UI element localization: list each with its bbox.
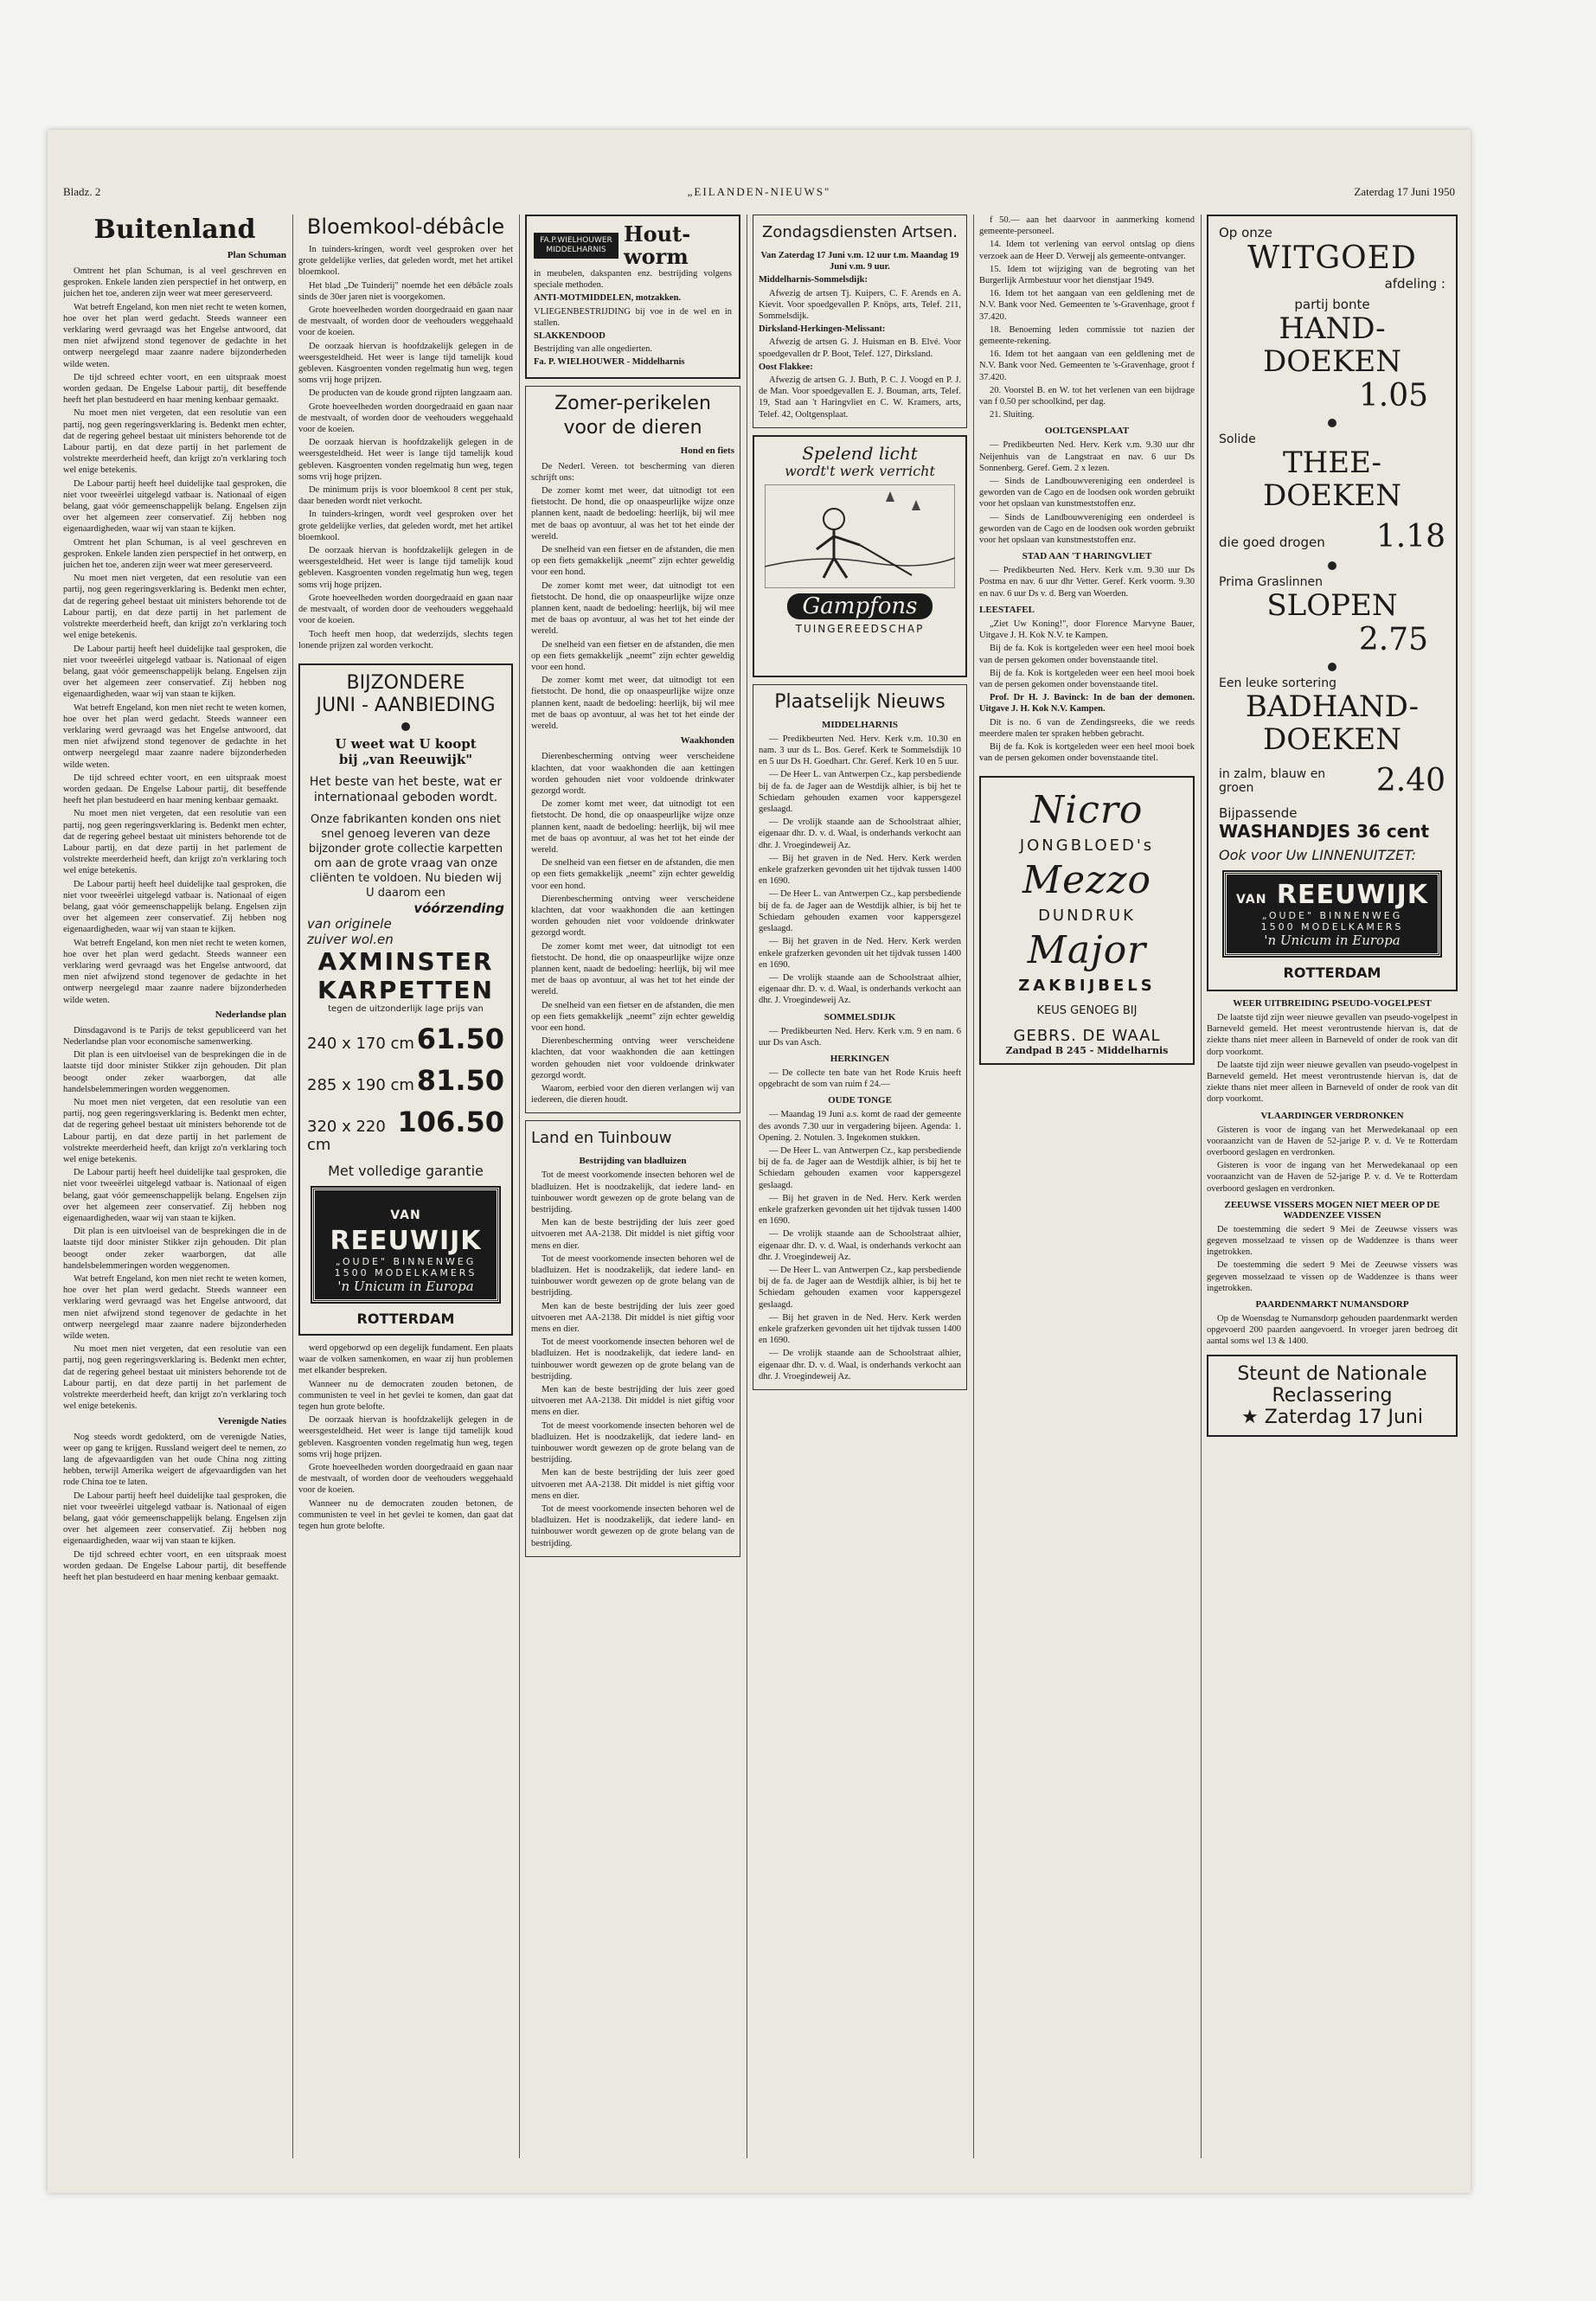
article-text: — De Heer L. van Antwerpen Cz., kap persbediende bij de fa. de Jager aan de Westdijk alhier, is bij het te Schiedam gehouden examen voor kappersgezel geslaagd. xyxy=(759,1265,961,1310)
ad-title: BIJZONDERE xyxy=(346,671,465,694)
ad-text: afdeling : xyxy=(1384,276,1445,292)
article-text: — De vrolijk staande aan de Schoolstraat alhier, eigenaar dhr. D. v. d. Waal, is onderhands verkocht aan dhr. J. Vroegindeweij Az. xyxy=(759,817,961,850)
article-text: — Predikbeurten Ned. Herv. Kerk v.m. 9.30 uur dhr Neijenhuis van de Langstraat en nav. 6 uur Ds Sonnenberg. Geref. Gem. 2 x lezen. xyxy=(979,440,1195,473)
ad-title: WITGOED xyxy=(1247,240,1417,276)
logo-text: MIDDELHARNIS xyxy=(546,246,606,254)
ad-text: Steunt de Nationale xyxy=(1237,1362,1427,1385)
article-text: Men kan de beste bestrijding der luis zeer goed uitvoeren met AA-2138. Dit middel is niet giftig voor mens en dier. xyxy=(531,1468,734,1501)
ad-slogan: U weet wat U koopt xyxy=(335,735,477,752)
subheading: OOLTGENSPLAAT xyxy=(1044,426,1130,437)
column-rule xyxy=(973,215,974,2158)
wielhouwer-logo xyxy=(534,233,619,259)
column-witgoed xyxy=(1207,215,1458,1444)
article-text: De snelheid van een fietser en de afstanden, die men op een fiets gemakkelijk „neemt" zijn echter geweldig voor een hond. xyxy=(531,639,734,673)
article-text: De toestemming die sedert 9 Mei de Zeeuwse vissers was gegeven mosselzaad te vissen op de Waddenzee is thans weer ingetrokken. xyxy=(1207,1260,1458,1293)
article-text: Dit plan is een uitvloeisel van de besprekingen die in de laatste tijd door minister Stikker zijn gehouden. Dit plan beoogt onder zeker waarborgen, dat alle handelsbelemmeringen worden weggenomen. xyxy=(63,1227,286,1271)
bullet-icon xyxy=(1328,663,1336,671)
subheading: Plan Schuman xyxy=(227,250,286,260)
logo-text: 1500 MODELKAMERS xyxy=(334,1266,478,1279)
article-text: De tijd schreed echter voort, en een uitspraak moest worden gedaan. De Engelse Labour partij, dit beseffende heeft het plan bestudeerd en haar mening kenbaar gemaakt. xyxy=(63,1549,286,1582)
heading-land-tuinbouw: Land en Tuinbouw xyxy=(531,1129,672,1148)
size: 285 x 190 cm xyxy=(307,1075,414,1094)
article-text: De tijd schreed echter voort, en een uitspraak moest worden gedaan. De Engelse Labour partij, dit beseffende heeft het plan bestudeerd en haar mening kenbaar gemaakt. xyxy=(63,772,286,806)
ad-text: Bijpassende xyxy=(1219,805,1298,821)
article-text: 14. Idem tot verlening van eervol ontslag op diens verzoek aan de Heer D. Verwejj als gemeente-ontvanger. xyxy=(979,240,1195,261)
article-text: De Labour partij heeft heel duidelijke taal gesproken, die niet voor tweeërlei uitgelegd vatbaar is. Nationaal of eigen belang, gaat vóór gemeenschappelijk belang. Engelsen zijn over het algemeen zeer conservatief. Zij hebben nog eigenaardigheden, waar wij van staan te kijken. xyxy=(63,1168,286,1224)
ad-text: in zalm, blauw en groen xyxy=(1219,766,1326,795)
article-text: Tot de meest voorkomende insecten behoren wel de bladluizen. Het is noodzakelijk, dat iedere land- en tuinbouwer wordt gewezen op de grote belang van de bestrijding. xyxy=(531,1253,734,1298)
ad-product: DOEKEN xyxy=(1263,478,1401,513)
ad-slogan: wordt't werk verricht xyxy=(785,462,935,479)
article-text: Bij de fa. Kok is kortgeleden weer een heel mooi boek van de persen gekomen onder bovenstaande titel. xyxy=(979,741,1195,764)
ad-title: JUNI - AANBIEDING xyxy=(316,694,496,716)
article-text: 16. Idem tot het aangaan van een geldlening met de N.V. Bank voor Ned. Gemeenten te 's-Gravenhage, groot f 37.420. xyxy=(979,289,1195,322)
advertisement-reclassering[interactable] xyxy=(1207,1355,1458,1437)
article-text: Dierenbescherming ontving weer verscheidene klachten, dat voor waakhonden die aan kettingen worden gehouden niet voor voldoende drinkwater gezorgd wordt. xyxy=(531,752,734,796)
ad-text: Met volledige garantie xyxy=(328,1162,484,1179)
ad-slogan: Spelend licht xyxy=(802,442,918,464)
article-text: — De collecte ten bate van het Rode Kruis heeft opgebracht de som van ruim f 24.— xyxy=(759,1067,961,1090)
advertisement-wielhouwer[interactable] xyxy=(525,215,740,379)
article-text: Op de Woensdag te Numansdorp gehouden paardenmarkt werden opgevoerd 200 paarden aangevoerd. In vroeger jaren bedroeg dit aantal soms wel 13 & 1400. xyxy=(1207,1314,1458,1347)
subheading: STAD AAN 'T HARINGVLIET xyxy=(1022,551,1152,562)
ad-text: Een leuke sortering xyxy=(1219,676,1336,690)
size: 320 x 220 cm xyxy=(307,1117,386,1154)
ad-text: partij bonte xyxy=(1294,297,1370,312)
ad-title: worm xyxy=(624,244,689,269)
article-text: Grote hoeveelheden worden doorgedraaid en gaan naar de mestvaalt, of worden door de veehouders weggehaald voor de koeien. xyxy=(298,1462,513,1496)
column-plaatselijk-nieuws xyxy=(753,215,967,1390)
subheading: Verenigde Naties xyxy=(217,1415,286,1426)
ad-product: BADHAND- xyxy=(1245,689,1420,724)
article-text: De oorzaak hiervan is hoofdzakelijk gelegen in de weersgesteldheid. Het weer is lange tijd tamelijk koud gebleven. Kasgroenten vonden regelmatig hun weg, tegen soms vrij hoge prijzen. xyxy=(298,438,513,482)
article-text: — De vrolijk staande aan de Schoolstraat alhier, eigenaar dhr. D. v. d. Waal, is onderhands verkocht aan dhr. J. Vroegindeweij Az. xyxy=(759,972,961,1006)
article-text: Toch heeft men hoop, dat wederzijds, slechts tegen lonende prijzen zal worden verkocht. xyxy=(298,629,513,651)
ad-text: DUNDRUK xyxy=(1038,907,1136,926)
article-text: Grote hoeveelheden worden doorgedraaid en gaan naar de mestvaalt, of worden door de veehouders weggehaald voor de koeien. xyxy=(298,401,513,435)
article-text: De laatste tijd zijn weer nieuwe gevallen van pseudo-vogelpest in Barneveld gemeld. Het meest verontrustende hiervan is, dat de ziekte thans niet meer alleen in Barneveld of onder de rook van dit dorp voorkomt. xyxy=(1207,1060,1458,1105)
article-text: — De vrolijk staande aan de Schoolstraat alhier, eigenaar dhr. D. v. d. Waal, is onderhands verkocht aan dhr. J. Vroegindeweij Az. xyxy=(759,1229,961,1262)
subheading: MIDDELHARNIS xyxy=(821,719,898,730)
article-text: In tuinders-kringen, wordt veel gesproken over het grote geldelijke verlies, dat geleden wordt, met het artikel bloemkool. xyxy=(298,510,513,542)
ad-text: Het beste van het beste, wat er internationaal geboden wordt. xyxy=(309,774,503,804)
column-buitenland xyxy=(63,215,286,1585)
ad-product: HAND- xyxy=(1279,311,1386,346)
price: 106.50 xyxy=(397,1105,504,1138)
article-text: werd opgeborwd op een degelijk fundament. Een plaats waar de volken samenkomen, en waar zij hun problemen met elkander bespreken. xyxy=(298,1343,513,1376)
article-text: — Predikbeurten Ned. Herv. Kerk v.m. 9.30 uur Ds Postma en nav. 6 uur dhr Vetter. Geref. Kerk voorm. 9.30 en nav. 6 uur Ds v. d. Berg van Woerden. xyxy=(979,566,1195,599)
article-text: — Bij het graven in de Ned. Herv. Kerk werden enkele grafzerken gevonden uit het tijdvak tussen 1400 en 1690. xyxy=(759,1193,961,1227)
article-text: Nu moet men niet vergeten, dat een resolutie van een partij, nog geen regeringsverklaring is. Bedenkt men echter, dat de regering geheel bestaat uit ministers behorende tot de Labour partij, en dat deze partij in het parlement de volstrekte meerderheid heeft, dan krijgt zo'n verklaring toch wel enige betekenis. xyxy=(63,574,286,641)
article-text: f 50.— aan het daarvoor in aanmerking komend gemeente-personeel. xyxy=(979,215,1195,237)
article-text: Afwezig de artsen Tj. Kuipers, C. F. Arends en A. Kievit. Voor spoedgevallen P. Knöps, arts, Telef. 211, Sommelsdijk. xyxy=(759,288,961,322)
article-text: Nu moet men niet vergeten, dat een resolutie van een partij, nog geen regeringsverklaring is. Bedenkt men echter, dat de regering geheel bestaat uit ministers behorende tot de Labour partij, en dat deze partij in het parlement de volstrekte meerderheid heeft, dan krijgt zo'n verklaring toch wel enige betekenis. xyxy=(63,809,286,876)
heading-zondagsdiensten: Zondagsdiensten Artsen. xyxy=(762,223,958,241)
article-text: „Ziet Uw Koning!", door Florence Marvyne Bauer, Uitgave J. H. Kok N.V. te Kampen. xyxy=(979,619,1195,641)
ad-text: KEUS GENOEG BIJ xyxy=(1036,1004,1138,1018)
article-text: — Bij het graven in de Ned. Herv. Kerk werden enkele grafzerken gevonden uit het tijdvak tussen 1400 en 1690. xyxy=(759,853,961,887)
subheading: WEER UITBREIDING PSEUDO-VOGELPEST xyxy=(1233,998,1432,1009)
article-text: — Sinds de Landbouwvereniging een onderdeel is geworden van de Cago en de loodsen ook worden gebruikt voor het opslaan van kunstmeststoffen enz. xyxy=(979,477,1195,510)
ad-brand: Gampfons xyxy=(787,593,933,619)
article-text: — De vrolijk staande aan de Schoolstraat alhier, eigenaar dhr. D. v. d. Waal, is onderhands verkocht aan dhr. J. Vroegindeweij Az. xyxy=(759,1349,961,1381)
article-text: Grote hoeveelheden worden doorgedraaid en gaan naar de mestvaalt, of worden door de veehouders weggehaald voor de koeien. xyxy=(298,305,513,338)
advertisement-witgoed[interactable] xyxy=(1207,215,1458,991)
article-text: 20. Voorstel B. en W. tot het verlenen van een bijdrage van f 0.50 per schoolkind, per dag. xyxy=(979,385,1195,407)
article-text: Prof. Dr H. J. Bavinck: In de ban der demonen. Uitgave J. H. Kok N.V. Kampen. xyxy=(979,693,1195,715)
article-text: 21. Sluiting. xyxy=(990,410,1035,420)
article-text: Bij de fa. Kok is kortgeleden weer een heel mooi boek van de persen gekomen onder bovenstaande titel. xyxy=(979,644,1195,665)
ad-text: ZAKBIJBELS xyxy=(1018,977,1156,996)
article-text: De Labour partij heeft heel duidelijke taal gesproken, die niet voor tweeërlei uitgelegd vatbaar is. Nationaal of eigen belang, gaat vóór gemeenschappelijk belang. Engelsen zijn over het algemeen zeer conservatief. Zij hebben nog eigenaardigheden, waar wij van staan te kijken. xyxy=(63,879,286,935)
article-text: — De Heer L. van Antwerpen Cz., kap persbediende bij de fa. de Jager aan de Westdijk alhier, is bij het te Schiedam gehouden examen voor kappersgezel geslaagd. xyxy=(759,1145,961,1190)
heading-plaatselijk-nieuws: Plaatselijk Nieuws xyxy=(774,690,945,713)
logo-text: REEUWIJK xyxy=(330,1225,482,1256)
article-text: Dit is no. 6 van de Zendingsreeks, die we reeds meerdere malen ter spraken hebben gebracht. xyxy=(979,717,1195,739)
ad-product: THEE- xyxy=(1282,445,1382,480)
article-text: Dierenbescherming ontving weer verscheidene klachten, dat voor waakhonden die aan kettingen worden gehouden niet voor voldoende drinkwater gezorgd wordt. xyxy=(531,894,734,939)
article-text: — Predikbeurten Ned. Herv. Kerk v.m. 10.30 en nam. 3 uur ds L. Bos. Geref. Kerk te Sommelsdijk 10 en 5 uur Ds H. Goedhart. Chr. Geref. Kerk 10 en 5 uur. xyxy=(759,734,961,767)
subheading: VLAARDINGER VERDRONKEN xyxy=(1260,1110,1404,1121)
article-text: De zomer komt met weer, dat uitnodigt tot een fietstocht. De hond, die op onaaspeurlijke wijze onze plannen kent, naadt de bedoeling: heerlijk, bij wil mee met de baas op avontuur, al was het tot het einde der wereld. xyxy=(531,676,734,732)
article-text: Afwezig de artsen G. J. Buth, P. C. J. Voogd en P. J. de Man. Voor spoedgevallen E. J. Bouman, arts, Telef. 19, Stad aan 't Haringvliet en C. W. Kramers, arts, Telef. 42, Ooltgensplaat. xyxy=(759,375,961,420)
article-text: Van Zaterdag 17 Juni v.m. 12 uur t.m. Maandag 19 Juni v.m. 9 uur. xyxy=(760,251,959,272)
article-text: Nu moet men niet vergeten, dat een resolutie van een partij, nog geen regeringsverklaring is. Bedenkt men echter, dat de regering geheel bestaat uit ministers behorende tot de Labour partij, en dat deze partij in het parlement de volstrekte meerderheid heeft, dan krijgt zo'n verklaring toch wel enige betekenis. xyxy=(63,1098,286,1165)
logo-text: 'n Unicum in Europa xyxy=(1264,933,1401,948)
article-text: — Maandag 19 Juni a.s. komt de raad der gemeente des avonds 7.30 uur in vergadering bijeen. Agenda: 1. Opening. 2. Notulen. 3. Ingekomen stukken. xyxy=(759,1110,961,1143)
logo-text: FA.P.WIELHOUWER xyxy=(540,236,612,245)
article-text: Gisteren is voor de ingang van het Merwedekanaal op een vooraanzicht van de Haven de 52-jarige P. v. d. Ve te Rotterdam overboord geslagen en verdronken. xyxy=(1207,1161,1458,1194)
ad-text: tegen de uitzonderlijk lage prijs van xyxy=(328,1003,484,1014)
article-text: De zomer komt met weer, dat uitnodigt tot een fietstocht. De hond, die op onaaspeurlijke wijze onze plannen kent, naadt de bedoeling: heerlijk, bij wil mee met de baas op avontuur, al was het tot het einde der wereld. xyxy=(531,580,734,637)
ad-text: Ook voor Uw LINNENUITZET: xyxy=(1219,847,1416,863)
article-text: Omtrent het plan Schuman, is al veel geschreven en gesproken. Enkele landen zien perspectief in het ontwerp, en juichen het toe, anderen zijn weer wat meer gereserveerd. xyxy=(63,537,286,571)
ad-text: Solide xyxy=(1219,433,1256,446)
van-reeuwijk-logo xyxy=(312,1188,499,1302)
article-text: Tot de meest voorkomende insecten behoren wel de bladluizen. Het is noodzakelijk, dat iedere land- en tuinbouwer wordt gewezen op de grote belang van de bestrijding. xyxy=(531,1170,734,1215)
article-text: Men kan de beste bestrijding der luis zeer goed uitvoeren met AA-2138. Dit middel is niet giftig voor mens en dier. xyxy=(531,1218,734,1251)
article-text: De producten van de koude grond rijpten langzaam aan. xyxy=(309,388,513,399)
ad-script: Major xyxy=(1027,928,1147,973)
article-text: Tot de meest voorkomende insecten behoren wel de bladluizen. Het is noodzakelijk, dat iedere land- en tuinbouwer wordt gewezen op de grote belang van de bestrijding. xyxy=(531,1337,734,1381)
price: 1.05 xyxy=(1358,378,1428,413)
article-text: Tot de meest voorkomende insecten behoren wel de bladluizen. Het is noodzakelijk, dat iedere land- en tuinbouwer wordt gewezen op de grote belang van de bestrijding. xyxy=(531,1420,734,1465)
price: 2.75 xyxy=(1358,622,1428,657)
ad-product: DOEKEN xyxy=(1263,344,1401,379)
ad-text: GEBRS. DE WAAL xyxy=(1013,1027,1161,1046)
ad-text: Zaterdag 17 Juni xyxy=(1264,1406,1423,1428)
ad-text: Fa. P. WIELHOUWER - Middelharnis xyxy=(534,357,685,368)
ad-text: Zandpad B 245 - Middelharnis xyxy=(1005,1045,1169,1057)
van-reeuwijk-logo xyxy=(1224,872,1440,956)
masthead xyxy=(63,180,1455,206)
article-text: Men kan de beste bestrijding der luis zeer goed uitvoeren met AA-2138. Dit middel is niet giftig voor mens en dier. xyxy=(531,1301,734,1335)
subheading: Nederlandse plan xyxy=(215,1009,286,1020)
subheading: PAARDENMARKT NUMANSDORP xyxy=(1255,1299,1409,1311)
bullet-icon xyxy=(1328,419,1336,427)
article-text: De oorzaak hiervan is hoofdzakelijk gelegen in de weersgesteldheid. Het weer is lange tijd tamelijk koud gebleven. Kasgroenten vonden regelmatig hun weg, tegen soms vrij hoge prijzen. xyxy=(298,546,513,590)
article-text: De minimum prijs is voor bloemkool 8 cent per stuk, daar beneden wordt niet verkocht. xyxy=(298,485,513,507)
heading-zomerperikelen: Zomer-perikelen voor de dieren xyxy=(554,392,711,439)
ad-product: DOEKEN xyxy=(1263,722,1401,757)
article-text: Wat betreft Engeland, kon men niet recht te weten komen, hoe over het plan werd gedacht. Steeds wanneer een verklaring werd gevraagd was het Engelse antwoord, dat men niet afwijzend stond tegenover de gedachte in het ontwerp neergelegd maar zaanre nadere bijzonderheden wilde weten. xyxy=(63,702,286,770)
ad-text: van originele zuiver wol.en xyxy=(307,915,394,947)
subheading: Waakhonden xyxy=(680,735,734,747)
article-text: De laatste tijd zijn weer nieuwe gevallen van pseudo-vogelpest in Barneveld gemeld. Het meest verontrustende hiervan is, dat de ziekte thans niet meer alleen in Barneveld of onder de rook van dit dorp voorkomt. xyxy=(1207,1013,1458,1057)
ad-slogan: bij „van Reeuwijk" xyxy=(338,751,473,767)
article-text: Afwezig de artsen G. J. Huisman en B. Elvé. Voor spoedgevallen dr P. Boot, Telef. 127, Dirksland. xyxy=(759,337,961,359)
article-text: Waarom, eerbied voor den dieren verlangen wij van iedereen, die dieren houdt. xyxy=(531,1083,734,1106)
paper-title: „EILANDEN-NIEUWS" xyxy=(687,185,831,198)
subheading: SOMMELSDIJK xyxy=(824,1011,896,1022)
logo-text: REEUWIJK xyxy=(1276,880,1428,910)
ad-text: Onze fabrikanten konden ons niet snel genoeg leveren van deze bijzonder grote collectie karpetten om aan de grote vraag van onze cliënten te voldoen. Nu bieden wij U daarom een xyxy=(308,812,503,900)
ad-city: ROTTERDAM xyxy=(356,1310,455,1327)
article-text: — Predikbeurten Ned. Herv. Kerk v.m. 9 en nam. 6 uur Ds van Asch. xyxy=(759,1026,961,1048)
price: 81.50 xyxy=(416,1063,504,1097)
ad-text: SLAKKENDOOD xyxy=(534,331,606,342)
article-text: De snelheid van een fietser en de afstanden, die men op een fiets gemakkelijk „neemt" zijn echter geweldig voor een hond. xyxy=(531,1000,734,1033)
subheading: Dirksland-Herkingen-Melissant: xyxy=(759,324,886,335)
article-text: Dierenbescherming ontving weer verscheidene klachten, dat voor waakhonden die aan kettingen worden gehouden niet voor voldoende drinkwater gezorgd wordt. xyxy=(531,1036,734,1080)
logo-text: „OUDE" BINNENWEG xyxy=(1261,910,1403,921)
article-text: 15. Idem tot wijziging van de begroting van het Burgerlijk Armbestuur voor het dienstjaar 1949. xyxy=(979,264,1195,286)
subheading: Oost Flakkee: xyxy=(759,362,813,372)
logo-text: VAN xyxy=(1236,893,1267,907)
ad-text: TUINGEREEDSCHAP xyxy=(795,622,925,635)
ad-text: Bestrijding van alle ongedierten. xyxy=(534,344,653,355)
advertisement-de-waal-bijbels[interactable] xyxy=(979,776,1195,1065)
article-text: Gisteren is voor de ingang van het Merwedekanaal op een vooraanzicht van de Haven de 52-jarige P. v. d. Ve te Rotterdam overboord geslagen en verdronken. xyxy=(1207,1125,1458,1158)
bullet-icon xyxy=(1328,561,1336,570)
article-text: Dit plan is een uitvloeisel van de besprekingen die in de laatste tijd door minister Stikker zijn gehouden. Dit plan beoogt onder zeker waarborgen, dat alle handelsbelemmeringen worden weggenomen. xyxy=(63,1050,286,1094)
article-text: De snelheid van een fietser en de afstanden, die men op een fiets gemakkelijk „neemt" zijn echter geweldig voor een hond. xyxy=(531,545,734,578)
star-icon: ★ xyxy=(1241,1406,1259,1428)
ad-text: Prima Graslinnen xyxy=(1219,575,1323,589)
article-text: Nu moet men niet vergeten, dat een resolutie van een partij, nog geen regeringsverklaring is. Bedenkt men echter, dat de regering geheel bestaat uit ministers behorende tot de Labour partij, en dat deze partij in het parlement de volstrekte meerderheid heeft, dan krijgt zo'n verklaring toch wel enige betekenis. xyxy=(63,408,286,476)
subheading: Middelharnis-Sommelsdijk: xyxy=(759,275,869,285)
article-text: Het blad „De Tuinderij" noemde het een débâcle zoals sinds de 30er jaren niet is voorgekomen. xyxy=(298,280,513,302)
article-text: De zomer komt met weer, dat uitnodigt tot een fietstocht. De hond, die op onaaspeurlijke wijze onze plannen kent, naadt de bedoeling: heerlijk, bij wil mee met de baas op avontuur, al was het tot het einde der wereld. xyxy=(531,799,734,855)
article-text: Nog steeds wordt gedokterd, om de verenigde Naties, weer op gang te krijgen. Russland weigert deel te nemen, zo lang de afgevaardigden van het oude China nog zitting hebben, terwijl Amerika weigert de afgevaardigden van het rode China toe te laten. xyxy=(63,1432,286,1488)
price-row xyxy=(307,1022,504,1055)
article-text: — Sinds de Landbouwvereniging een onderdeel is geworden van de Cago en de loodsen ook worden gebruikt voor het opslaan van kunstmeststoffen enz. xyxy=(979,512,1195,546)
column-zomerperikelen xyxy=(525,215,740,1557)
page-number: Bladz. 2 xyxy=(63,185,101,198)
ad-product: KARPETTEN xyxy=(317,975,494,1004)
logo-text: VAN xyxy=(390,1208,421,1222)
ad-text: VLIEGENBESTRIJDING bij voe in de wel en in stallen. xyxy=(534,306,732,328)
article-text: Tot de meest voorkomende insecten behoren wel de bladluizen. Het is noodzakelijk, dat iedere land- en tuinbouwer wordt gewezen op de grote belang van de bestrijding. xyxy=(531,1504,734,1548)
ad-text: Op onze xyxy=(1219,225,1272,240)
article-text: Wanneer nu de democraten zouden betonen, de communisten te veel in het gevlei te komen, dan gaat dat tegen hun grote belofte. xyxy=(298,1379,513,1412)
advertisement-gampfons[interactable] xyxy=(753,435,967,677)
article-text: Omtrent het plan Schuman, is al veel geschreven en gesproken. Enkele landen zien perspectief in het ontwerp, en juichen het toe, anderen zijn weer wat meer gereserveerd. xyxy=(63,266,286,299)
ad-text: JONGBLOED's xyxy=(1019,836,1155,856)
size: 240 x 170 cm xyxy=(307,1034,414,1053)
article-text: Wanneer nu de democraten zouden betonen, de communisten te veel in het gevlei te komen, dan gaat dat tegen hun grote belofte. xyxy=(298,1498,513,1531)
ad-text: die goed drogen xyxy=(1219,535,1325,550)
article-text: Wat betreft Engeland, kon men niet recht te weten komen, hoe over het plan werd gedacht. Steeds wanneer een verklaring werd gevraagd was het Engelse antwoord, dat men niet afwijzend stond tegenover de gedachte in het ontwerp neergelegd maar zaanre nadere bijzonderheden wilde weten. xyxy=(63,1274,286,1342)
price-row xyxy=(307,1106,504,1154)
article-text: Grote hoeveelheden worden doorgedraaid en gaan naar de mestvaalt, of worden door de veehouders weggehaald voor de koeien. xyxy=(298,593,513,626)
logo-text: 1500 MODELKAMERS xyxy=(1260,921,1404,933)
ad-title: Hout- xyxy=(624,221,691,247)
article-text: De oorzaak hiervan is hoofdzakelijk gelegen in de weersgesteldheid. Het weer is lange tijd tamelijk koud gebleven. Kasgroenten vonden regelmatig hun weg, tegen soms vrij hoge prijzen. xyxy=(298,341,513,386)
price: 61.50 xyxy=(416,1022,504,1055)
price: 1.18 xyxy=(1375,519,1445,554)
article-text: De tijd schreed echter voort, en een uitspraak moest worden gedaan. De Engelse Labour partij, dit beseffende heeft het plan bestudeerd en haar mening kenbaar gemaakt. xyxy=(63,372,286,406)
article-text: De Labour partij heeft heel duidelijke taal gesproken, die niet voor tweeërlei uitgelegd vatbaar is. Nationaal of eigen belang, gaat vóór gemeenschappelijk belang. Engelsen zijn over het algemeen zeer conservatief. Zij hebben nog eigenaardigheden, waar wij van staan te kijken. xyxy=(63,478,286,535)
ad-city: ROTTERDAM xyxy=(1283,965,1381,981)
logo-text: 'n Unicum in Europa xyxy=(337,1278,474,1294)
article-text: — Bij het graven in de Ned. Herv. Kerk werden enkele grafzerken gevonden uit het tijdvak tussen 1400 en 1690. xyxy=(759,1312,961,1346)
subheading: OUDE TONGE xyxy=(828,1095,892,1106)
subheading: LEESTAFEL xyxy=(979,604,1035,615)
ad-text: vóórzending xyxy=(413,900,504,916)
article-text: De Labour partij heeft heel duidelijke taal gesproken, die niet voor tweeërlei uitgelegd vatbaar is. Nationaal of eigen belang, gaat vóór gemeenschappelijk belang. Engelsen zijn over het algemeen zeer conservatief. Zij hebben nog eigenaardigheden, waar wij van staan te kijken. xyxy=(63,1490,286,1547)
newspaper-page xyxy=(48,130,1471,2193)
subheading: ZEEUWSE VISSERS MOGEN NIET MEER OP DE WADDENZEE VISSEN xyxy=(1224,1199,1440,1221)
article-text: In tuinders-kringen, wordt veel gesproken over het grote geldelijke verlies, dat geleden wordt, met het artikel bloemkool. xyxy=(298,245,513,278)
article-text: Nu moet men niet vergeten, dat een resolutie van een partij, nog geen regeringsverklaring is. Bedenkt men echter, dat de regering geheel bestaat uit ministers behorende tot de Labour partij, en dat deze partij in het parlement de volstrekte meerderheid heeft, dan krijgt zo'n verklaring toch wel enige betekenis. xyxy=(63,1344,286,1412)
article-text: Men kan de beste bestrijding der luis zeer goed uitvoeren met AA-2138. Dit middel is niet giftig voor mens en dier. xyxy=(531,1385,734,1418)
column-rule xyxy=(1201,215,1202,2158)
ad-text: ANTI-MOTMIDDELEN, motzakken. xyxy=(534,293,682,304)
article-text: — Bij het graven in de Ned. Herv. Kerk werden enkele grafzerken gevonden uit het tijdvak tussen 1400 en 1690. xyxy=(759,937,961,970)
ad-script: Mezzo xyxy=(1022,858,1151,903)
column-gemeente-leestafel xyxy=(979,215,1195,1072)
article-text: De zomer komt met weer, dat uitnodigt tot een fietstocht. De hond, die op onaaspeurlijke wijze onze plannen kent, naadt de bedoeling: heerlijk, bij wil mee met de baas op avontuur, al was het tot het einde der wereld. xyxy=(531,486,734,542)
article-text: De Nederl. Vereen. tot bescherming van dieren schrijft ons: xyxy=(531,461,734,483)
ad-product: SLOPEN xyxy=(1266,588,1398,623)
article-text: De oorzaak hiervan is hoofdzakelijk gelegen in de weersgesteldheid. Het weer is lange tijd tamelijk koud gebleven. Kasgroenten vonden regelmatig hun weg, tegen soms vrij hoge prijzen. xyxy=(298,1415,513,1459)
article-text: Wat betreft Engeland, kon men niet recht te weten komen, hoe over het plan werd gedacht. Steeds wanneer een verklaring werd gevraagd was het Engelse antwoord, dat men niet afwijzend stond tegenover de gedachte in het ontwerp neergelegd maar zaanre nadere bijzonderheden wilde weten. xyxy=(63,302,286,369)
price-row xyxy=(307,1064,504,1097)
subheading: Bestrijding van bladluizen xyxy=(579,1156,687,1167)
article-text: De zomer komt met weer, dat uitnodigt tot een fietstocht. De hond, die op onaaspeurlijke wijze onze plannen kent, naadt de bedoeling: heerlijk, bij wil mee met de baas op avontuur, al was het tot het einde der wereld. xyxy=(531,941,734,997)
column-rule xyxy=(519,215,520,2158)
price: 2.40 xyxy=(1375,763,1445,798)
article-text: De snelheid van een fietser en de afstanden, die men op een fiets gemakkelijk „neemt" zijn echter geweldig voor een hond. xyxy=(531,858,734,891)
article-text: De Labour partij heeft heel duidelijke taal gesproken, die niet voor tweeërlei uitgelegd vatbaar is. Nationaal of eigen belang, gaat vóór gemeenschappelijk belang. Engelsen zijn over het algemeen zeer conservatief. Zij hebben nog eigenaardigheden, waar wij van staan te kijken. xyxy=(63,644,286,700)
heading-bloemkool: Bloemkool-débâcle xyxy=(306,215,505,239)
article-text: Wat betreft Engeland, kon men niet recht te weten komen, hoe over het plan werd gedacht. Steeds wanneer een verklaring werd gevraagd was het Engelse antwoord, dat men niet afwijzend stond tegenover de gedachte in het ontwerp neergelegd maar zaanre nadere bijzonderheden wilde weten. xyxy=(63,938,286,1005)
gardening-illustration xyxy=(765,484,955,588)
advertisement-van-reeuwijk[interactable] xyxy=(298,663,513,1336)
heading-buitenland: Buitenland xyxy=(93,215,256,245)
ad-product: WASHANDJES 36 cent xyxy=(1219,821,1430,842)
article-text: — De Heer L. van Antwerpen Cz., kap persbediende bij de fa. de Jager aan de Westdijk alhier, is bij het te Schiedam gehouden examen voor kappersgezel geslaagd. xyxy=(759,770,961,815)
bullet-icon xyxy=(401,722,410,731)
article-text: 16. Idem tot het aangaan van een geldlening met de N.V. Bank voor Ned. Gemeenten te 's-Gravenhage, groot f 37.420. xyxy=(979,349,1195,382)
article-text: Dinsdagavond is te Parijs de tekst gepubliceerd van het Nederlandse plan voor economische samenwerking. xyxy=(63,1025,286,1047)
ad-text: Reclassering xyxy=(1272,1384,1393,1407)
article-text: Bij de fa. Kok is kortgeleden weer een heel mooi boek van de persen gekomen onder bovenstaande titel. xyxy=(979,668,1195,689)
ad-product: AXMINSTER xyxy=(317,946,494,976)
issue-date: Zaterdag 17 Juni 1950 xyxy=(1354,185,1455,198)
column-rule xyxy=(292,215,293,2158)
logo-text: „OUDE" BINNENWEG xyxy=(335,1255,477,1267)
subheading: HERKINGEN xyxy=(830,1053,890,1064)
subheading: Hond en fiets xyxy=(680,445,734,456)
article-text: De toestemming die sedert 9 Mei de Zeeuwse vissers was gegeven mosselzaad te vissen op de Waddenzee is thans weer ingetrokken. xyxy=(1207,1224,1458,1258)
column-bloemkool xyxy=(298,215,513,1534)
article-text: — De Heer L. van Antwerpen Cz., kap persbediende bij de fa. de Jager aan de Westdijk alhier, is bij het te Schiedam gehouden examen voor kappersgezel geslaagd. xyxy=(759,889,961,934)
article-text: 18. Benoeming leden commissie tot nazien der gemeente-rekening. xyxy=(979,324,1195,347)
ad-text: in meubelen, dakspanten enz. bestrijding volgens speciale methoden. xyxy=(534,269,732,291)
ad-script: Nicro xyxy=(1030,788,1144,833)
